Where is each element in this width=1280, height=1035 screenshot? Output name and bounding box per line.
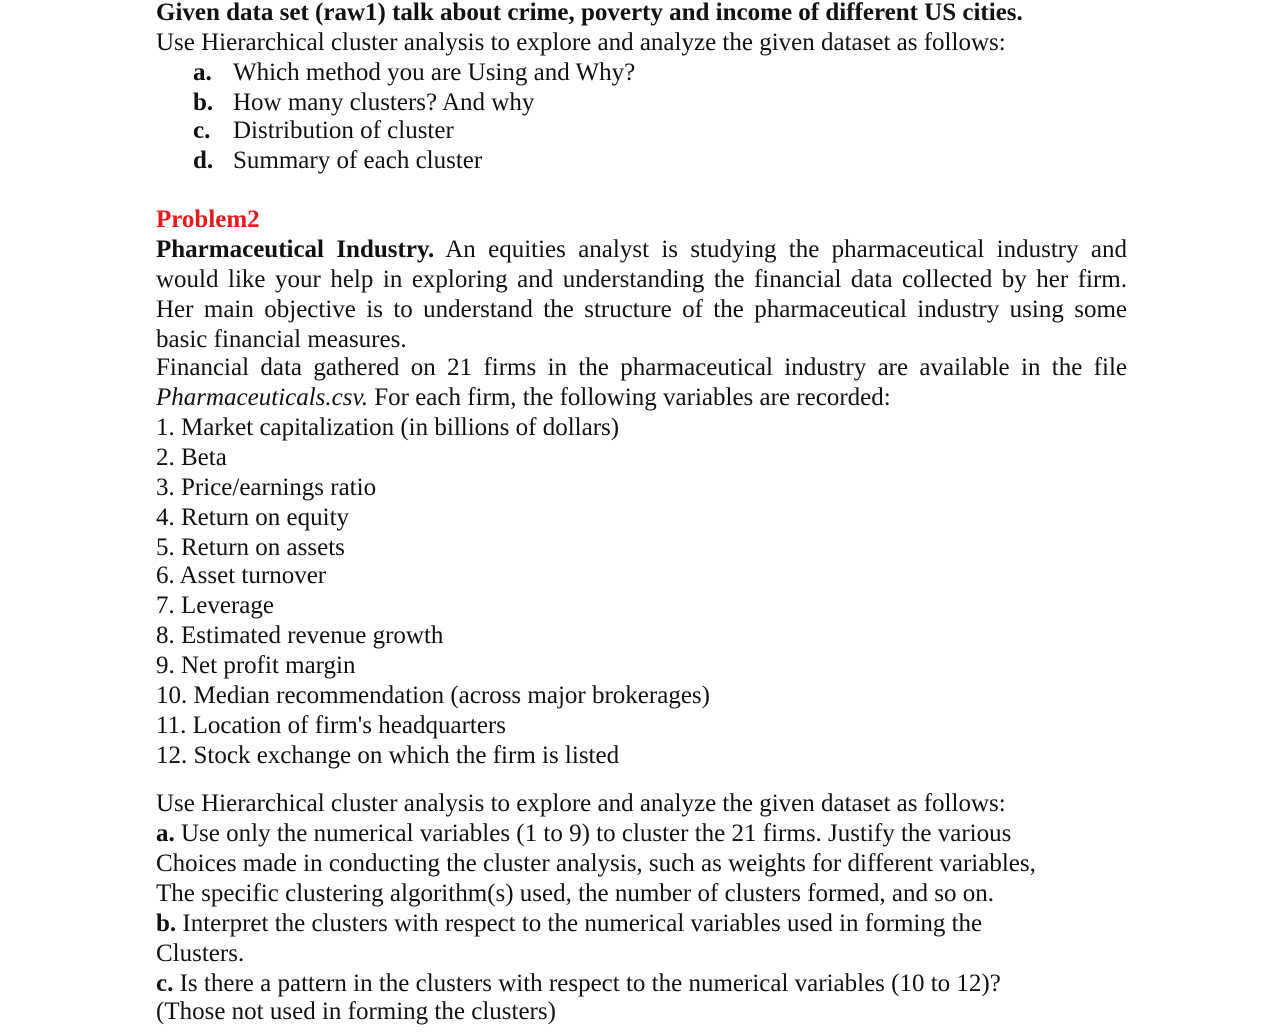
variable-item: 12. Stock exchange on which the firm is listed	[156, 742, 620, 769]
list-item-text: Distribution of cluster	[233, 117, 454, 144]
list-item	[193, 58, 635, 88]
task-text: Use only the numerical variables (1 to 9) to cluster the 21 firms. Justify the various	[181, 820, 1012, 847]
task-marker: a.	[156, 820, 175, 847]
list-marker: b.	[193, 89, 214, 116]
problem2-lead	[156, 235, 1127, 265]
task-b	[156, 909, 982, 939]
task-marker: c.	[156, 970, 174, 997]
paragraph-line: would like your help in exploring and understanding the financial data collected by her firm.	[156, 266, 1127, 293]
variable-item: 2. Beta	[156, 444, 227, 471]
variable-item: 3. Price/earnings ratio	[156, 474, 377, 501]
variable-item: 4. Return on equity	[156, 504, 350, 531]
paragraph-line: Financial data gathered on 21 firms in the pharmaceutical industry are available in the file	[156, 354, 1127, 381]
filename: Pharmaceuticals.csv.	[156, 384, 368, 411]
variable-item: 7. Leverage	[156, 592, 274, 619]
list-item	[193, 146, 482, 176]
task-a-continued: The specific clustering algorithm(s) used, the number of clusters formed, and so on.	[156, 880, 994, 907]
variable-item: 6. Asset turnover	[156, 562, 327, 589]
list-item-text: Which method you are Using and Why?	[233, 59, 636, 86]
variable-item: 8. Estimated revenue growth	[156, 622, 444, 649]
paragraph-text: For each firm, the following variables are recorded:	[374, 384, 891, 411]
problem2-title: Problem2	[156, 206, 260, 233]
task-text: Is there a pattern in the clusters with respect to the numerical variables (10 to 12)?	[179, 970, 1001, 997]
task-c-continued: (Those not used in forming the clusters)	[156, 998, 556, 1025]
problem1-intro: Use Hierarchical cluster analysis to explore and analyze the given dataset as follows:	[156, 29, 1006, 56]
variable-item: 5. Return on assets	[156, 534, 345, 561]
variable-item: 10. Median recommendation (across major brokerages)	[156, 682, 710, 709]
paragraph-line: Her main objective is to understand the structure of the pharmaceutical industry using some	[156, 296, 1127, 323]
list-item	[193, 88, 534, 118]
task-a	[156, 819, 1011, 849]
variable-item: 1. Market capitalization (in billions of dollars)	[156, 414, 620, 441]
lead-rest: An equities analyst is studying the pharmaceutical industry and	[445, 236, 1128, 263]
task-intro: Use Hierarchical cluster analysis to explore and analyze the given dataset as follows:	[156, 790, 1006, 817]
task-b-continued: Clusters.	[156, 940, 245, 967]
list-marker: c.	[193, 117, 211, 144]
list-marker: d.	[193, 147, 214, 174]
list-item	[193, 116, 454, 146]
task-text: Interpret the clusters with respect to the numerical variables used in forming the	[182, 910, 983, 937]
task-a-continued: Choices made in conducting the cluster analysis, such as weights for different variables,	[156, 850, 1036, 877]
list-marker: a.	[193, 59, 212, 86]
list-item-text: How many clusters? And why	[233, 89, 535, 116]
lead-bold: Pharmaceutical Industry.	[156, 236, 435, 263]
paragraph-line: basic financial measures.	[156, 326, 407, 353]
paragraph-line	[156, 383, 891, 413]
problem1-heading: Given data set (raw1) talk about crime, poverty and income of different US cities.	[156, 0, 1023, 26]
variable-item: 9. Net profit margin	[156, 652, 356, 679]
task-marker: b.	[156, 910, 177, 937]
variable-item: 11. Location of firm's headquarters	[156, 712, 506, 739]
task-c	[156, 969, 1001, 999]
list-item-text: Summary of each cluster	[233, 147, 483, 174]
